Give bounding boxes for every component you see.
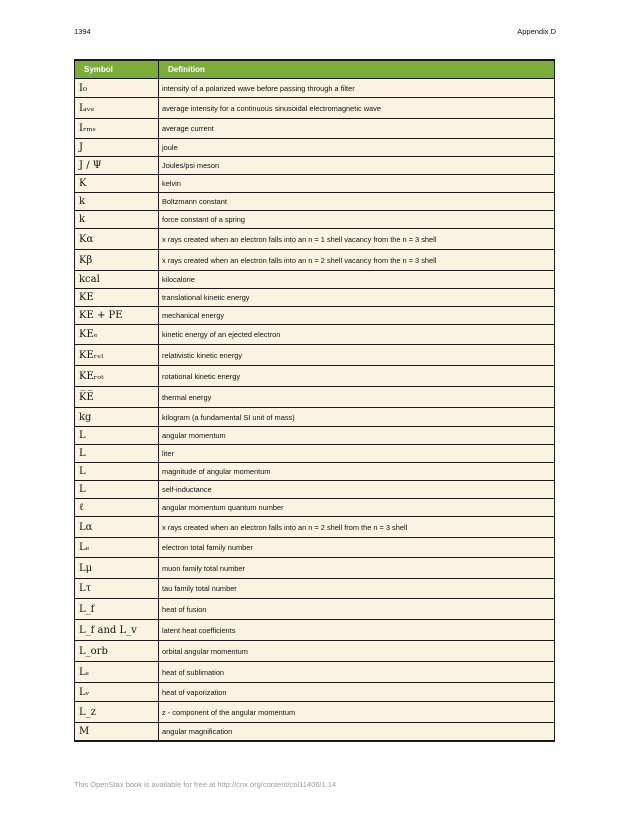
table-row (75, 463, 555, 481)
symbol-cell: kcal (75, 271, 159, 289)
symbol-cell: KEᵣₑₗ (75, 345, 159, 366)
symbol-cell: L_f and L_v (75, 620, 159, 641)
definition-cell: Boltzmann constant (159, 193, 555, 211)
definition-cell: average current (159, 119, 555, 139)
symbol-cell: Kβ (75, 250, 159, 271)
symbol-cell: Lᵥ (75, 683, 159, 702)
definition-cell: average intensity for a continuous sinusoidal electromagnetic wave (159, 98, 555, 119)
table-row (75, 641, 555, 662)
symbol-cell: L_z (75, 702, 159, 723)
definition-cell: joule (159, 139, 555, 157)
table-row (75, 538, 555, 558)
table-row (75, 271, 555, 289)
definition-cell: thermal energy (159, 387, 555, 408)
definition-cell: x rays created when an electron falls into an n = 2 shell from the n = 3 shell (159, 517, 555, 538)
symbol-cell: L_f (75, 599, 159, 620)
symbol-cell: Lτ (75, 579, 159, 599)
definition-cell: latent heat coefficients (159, 620, 555, 641)
table-row (75, 558, 555, 579)
table-row (75, 723, 555, 741)
definition-cell: mechanical energy (159, 307, 555, 325)
symbol-cell: K̅E̅ (75, 387, 159, 408)
table-row (75, 345, 555, 366)
definition-cell: translational kinetic energy (159, 289, 555, 307)
definition-cell: magnitude of angular momentum (159, 463, 555, 481)
symbol-cell: KEᵣₒₜ (75, 366, 159, 387)
table-row (75, 119, 555, 139)
table-row (75, 517, 555, 538)
table-row (75, 683, 555, 702)
symbol-cell: J (75, 139, 159, 157)
symbol-cell: L (75, 463, 159, 481)
definition-cell: rotational kinetic energy (159, 366, 555, 387)
definition-cell: angular momentum (159, 427, 555, 445)
symbol-cell: L (75, 427, 159, 445)
definition-cell: x rays created when an electron falls into an n = 2 shell vacancy from the n = 3 shell (159, 250, 555, 271)
table-row (75, 662, 555, 683)
symbol-cell: I₀ (75, 79, 159, 98)
definition-cell: liter (159, 445, 555, 463)
table-row (75, 620, 555, 641)
symbol-cell: Iᵣₘₛ (75, 119, 159, 139)
symbol-cell: L_orb (75, 641, 159, 662)
table-row (75, 307, 555, 325)
table-row (75, 157, 555, 175)
symbol-cell: k (75, 193, 159, 211)
table-row (75, 427, 555, 445)
definition-cell: heat of sublimation (159, 662, 555, 683)
table-row (75, 211, 555, 229)
page-footer: This OpenStax book is available for free at http://cnx.org/content/col11406/1.14 (74, 780, 337, 789)
definition-cell: force constant of a spring (159, 211, 555, 229)
definition-cell: intensity of a polarized wave before passing through a filter (159, 79, 555, 98)
table-row (75, 481, 555, 499)
table-row (75, 579, 555, 599)
table-row (75, 445, 555, 463)
definition-cell: relativistic kinetic energy (159, 345, 555, 366)
column-header-symbol: Symbol (75, 60, 159, 79)
table-row (75, 139, 555, 157)
page-number: 1394 (74, 27, 91, 36)
definition-cell: tau family total number (159, 579, 555, 599)
symbol-cell: ℓ (75, 499, 159, 517)
definition-cell: heat of vaporization (159, 683, 555, 702)
symbol-cell: KE + PE (75, 307, 159, 325)
table-row (75, 98, 555, 119)
symbol-cell: J / Ψ (75, 157, 159, 175)
definition-cell: Joules/psi meson (159, 157, 555, 175)
table-row (75, 325, 555, 345)
definition-cell: muon family total number (159, 558, 555, 579)
table-row (75, 175, 555, 193)
symbol-cell: Lₛ (75, 662, 159, 683)
table-row (75, 366, 555, 387)
symbol-cell: KEₑ (75, 325, 159, 345)
symbol-cell: Lₑ (75, 538, 159, 558)
symbol-cell: Kα (75, 229, 159, 250)
definition-cell: x rays created when an electron falls into an n = 1 shell vacancy from the n = 3 shell (159, 229, 555, 250)
definition-cell: kilocalorie (159, 271, 555, 289)
section-label: Appendix D (517, 27, 556, 36)
definition-cell: kilogram (a fundamental SI unit of mass) (159, 408, 555, 427)
definition-cell: orbital angular momentum (159, 641, 555, 662)
table-row (75, 250, 555, 271)
table-row (75, 702, 555, 723)
symbol-cell: Lα (75, 517, 159, 538)
symbol-cell: Lμ (75, 558, 159, 579)
column-header-definition: Definition (159, 60, 555, 79)
definition-cell: angular magnification (159, 723, 555, 741)
table-row (75, 79, 555, 98)
symbol-cell: L (75, 445, 159, 463)
table-row (75, 408, 555, 427)
definition-cell: angular momentum quantum number (159, 499, 555, 517)
symbol-cell: k (75, 211, 159, 229)
definition-cell: z - component of the angular momentum (159, 702, 555, 723)
symbol-cell: M (75, 723, 159, 741)
table-row (75, 289, 555, 307)
table-row (75, 193, 555, 211)
table-row (75, 229, 555, 250)
definition-cell: electron total family number (159, 538, 555, 558)
symbol-cell: kg (75, 408, 159, 427)
table-row (75, 387, 555, 408)
definition-cell: kinetic energy of an ejected electron (159, 325, 555, 345)
symbol-cell: Iₐᵥₑ (75, 98, 159, 119)
symbol-cell: L (75, 481, 159, 499)
symbol-cell: KE (75, 289, 159, 307)
table-body (75, 79, 555, 741)
definition-cell: kelvin (159, 175, 555, 193)
symbol-cell: K (75, 175, 159, 193)
table-row (75, 499, 555, 517)
symbols-table (74, 59, 555, 742)
definition-cell: self-inductance (159, 481, 555, 499)
table-header-row (75, 60, 555, 79)
definition-cell: heat of fusion (159, 599, 555, 620)
page-header (74, 27, 556, 39)
table-row (75, 599, 555, 620)
